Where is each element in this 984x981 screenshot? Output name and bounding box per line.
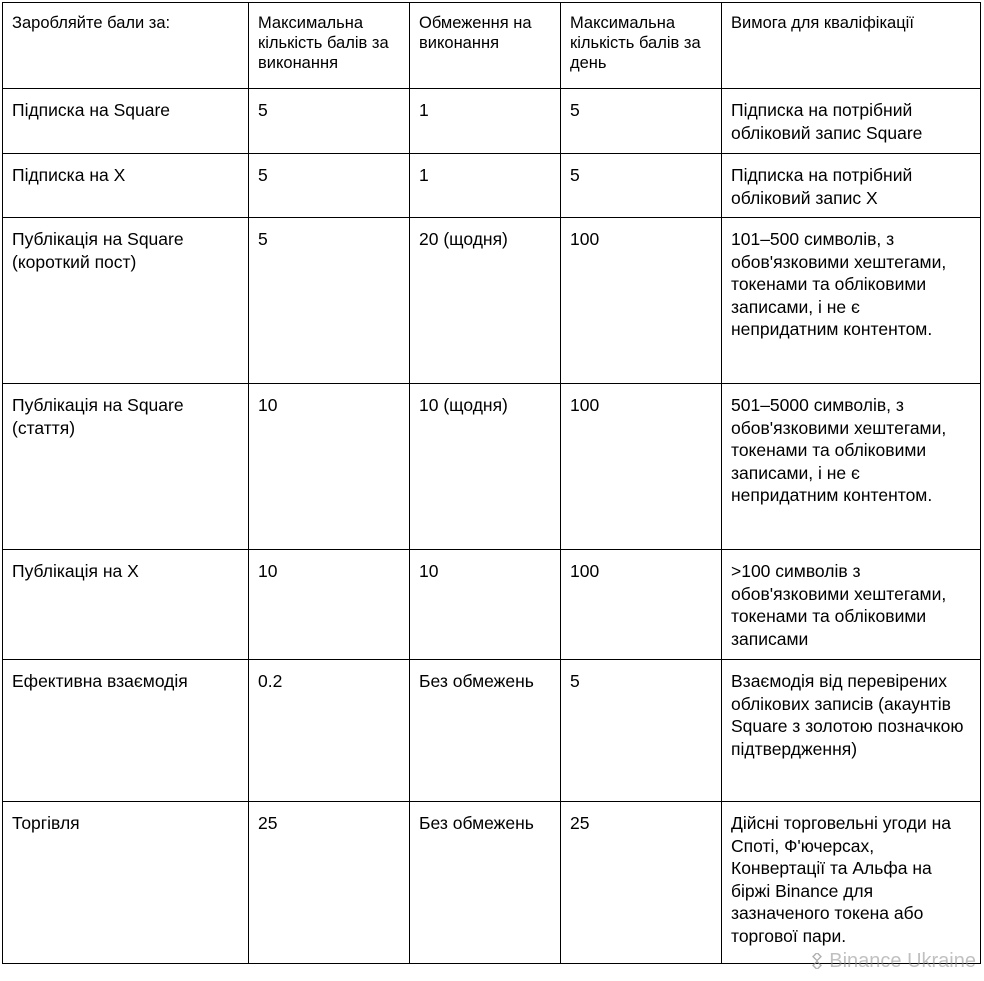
header-cell-task-limit: Обмеження на виконання xyxy=(410,3,561,89)
table-row xyxy=(3,550,981,660)
cell-max-points-per-day: 100 xyxy=(561,218,722,384)
cell-max-points-per-task: 5 xyxy=(249,218,410,384)
cell-max-points-per-task: 5 xyxy=(249,89,410,154)
cell-task-limit: 20 (щодня) xyxy=(410,218,561,384)
cell-max-points-per-task: 5 xyxy=(249,154,410,218)
watermark-text: Binance Ukraine xyxy=(829,950,976,972)
cell-requirement: Підписка на потрібний обліковий запис Square xyxy=(722,89,981,154)
cell-task-limit: 1 xyxy=(410,89,561,154)
table-row xyxy=(3,384,981,550)
cell-activity: Ефективна взаємодія xyxy=(3,660,249,802)
table-row xyxy=(3,89,981,154)
cell-task-limit: 10 (щодня) xyxy=(410,384,561,550)
header-cell-activity: Заробляйте бали за: xyxy=(3,3,249,89)
cell-activity: Торгівля xyxy=(3,802,249,964)
cell-max-points-per-task: 0.2 xyxy=(249,660,410,802)
cell-activity: Публікація на X xyxy=(3,550,249,660)
cell-max-points-per-day: 100 xyxy=(561,550,722,660)
cell-max-points-per-day: 100 xyxy=(561,384,722,550)
points-table xyxy=(2,2,981,964)
cell-activity: Публікація на Square (короткий пост) xyxy=(3,218,249,384)
cell-max-points-per-day: 5 xyxy=(561,89,722,154)
cell-max-points-per-task: 10 xyxy=(249,550,410,660)
cell-requirement: Взаємодія від перевірених облікових записів (акаунтів Square з золотою позначкою підтвердження) xyxy=(722,660,981,802)
cell-max-points-per-day: 5 xyxy=(561,154,722,218)
cell-max-points-per-day: 25 xyxy=(561,802,722,964)
cell-requirement: Підписка на потрібний обліковий запис X xyxy=(722,154,981,218)
cell-task-limit: 1 xyxy=(410,154,561,218)
header-cell-requirement: Вимога для кваліфікації xyxy=(722,3,981,89)
points-table-container xyxy=(2,2,980,964)
cell-requirement: Дійсні торговельні угоди на Споті, Ф'ючерсах, Конвертації та Альфа на біржі Binance для зазначеного токена або торгової пари. xyxy=(722,802,981,964)
table-row xyxy=(3,218,981,384)
cell-max-points-per-task: 10 xyxy=(249,384,410,550)
cell-activity: Підписка на X xyxy=(3,154,249,218)
cell-activity: Підписка на Square xyxy=(3,89,249,154)
cell-task-limit: Без обмежень xyxy=(410,802,561,964)
cell-requirement: >100 символів з обов'язковими хештегами, токенами та обліковими записами xyxy=(722,550,981,660)
cell-requirement: 501–5000 символів, з обов'язковими хештегами, токенами та обліковими записами, і не є непридатним контентом. xyxy=(722,384,981,550)
cell-max-points-per-task: 25 xyxy=(249,802,410,964)
cell-task-limit: 10 xyxy=(410,550,561,660)
table-row xyxy=(3,660,981,802)
table-header-row xyxy=(3,3,981,89)
header-cell-max-points-per-day: Максимальна кількість балів за день xyxy=(561,3,722,89)
table-row xyxy=(3,154,981,218)
cell-requirement: 101–500 символів, з обов'язковими хештегами, токенами та обліковими записами, і не є непридатним контентом. xyxy=(722,218,981,384)
header-cell-max-points-per-task: Максимальна кількість балів за виконання xyxy=(249,3,410,89)
cell-max-points-per-day: 5 xyxy=(561,660,722,802)
cell-activity: Публікація на Square (стаття) xyxy=(3,384,249,550)
cell-task-limit: Без обмежень xyxy=(410,660,561,802)
table-row xyxy=(3,802,981,964)
